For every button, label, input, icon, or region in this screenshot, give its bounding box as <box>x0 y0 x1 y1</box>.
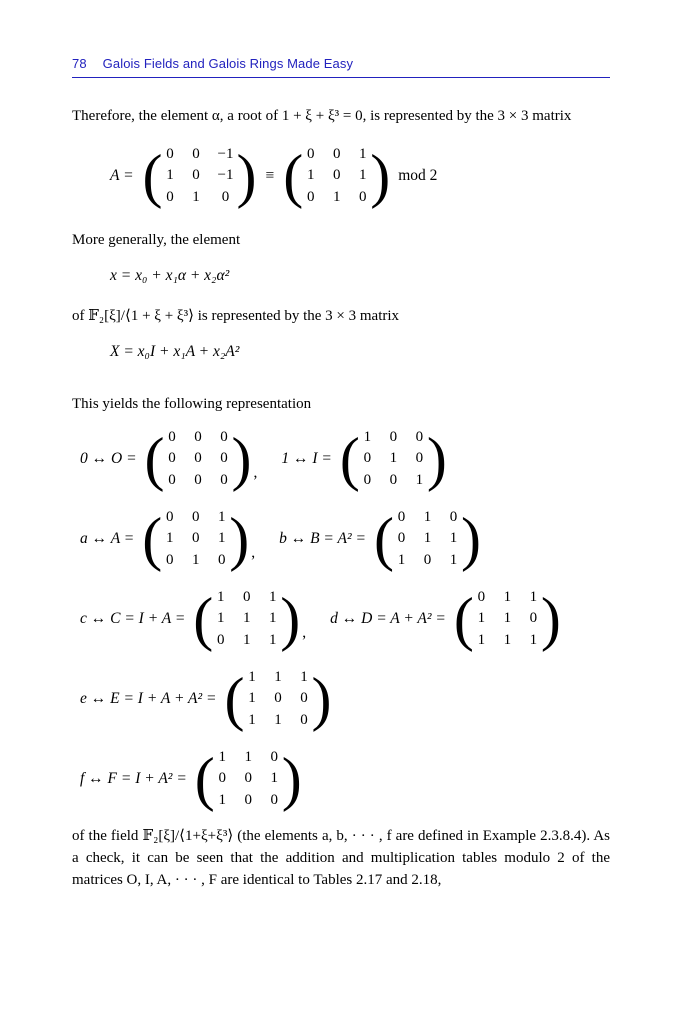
matrix-cell: 1 <box>423 530 432 547</box>
matrix-cell: 0 <box>449 508 458 525</box>
more-generally-text: More generally, the element <box>72 232 241 248</box>
right-parenthesis: ) <box>231 426 252 492</box>
matrix-cell: 0 <box>389 471 398 488</box>
header-rule <box>72 77 610 78</box>
matrix-grid <box>303 144 370 209</box>
matrix-cell: 1 <box>332 188 341 205</box>
equation-A-lhs: A = <box>110 167 134 184</box>
equation-X-matrix: X = x₀I + x₁A + x₂A² <box>110 343 240 360</box>
congruence-symbol: ≡ <box>265 167 275 184</box>
matrix-cell: 1 <box>217 610 225 627</box>
mod-2-label: mod 2 <box>398 167 438 184</box>
matrix-cell: 0 <box>397 530 406 547</box>
matrix-cell: 0 <box>358 188 367 205</box>
right-parenthesis: ) <box>281 746 302 812</box>
left-parenthesis: ( <box>193 586 214 652</box>
page-number: 78 <box>72 56 87 71</box>
matrix-cell: −1 <box>217 167 234 184</box>
matrix-cell: 0 <box>166 145 174 162</box>
matrix-cell: 0 <box>389 428 398 445</box>
comma-separator: , <box>302 624 307 641</box>
matrix-cell: 0 <box>300 711 308 728</box>
left-parenthesis: ( <box>224 666 245 732</box>
matrix-cell: 0 <box>218 770 227 787</box>
matrix-grid <box>360 427 427 492</box>
matrix-cell: 1 <box>218 748 227 765</box>
matrix-e <box>224 667 331 732</box>
matrix-cell: 1 <box>449 551 458 568</box>
left-parenthesis: ( <box>142 143 163 209</box>
matrix-cell: 0 <box>243 588 251 605</box>
left-parenthesis: ( <box>339 426 360 492</box>
matrix-cell: 0 <box>306 188 315 205</box>
matrix-cell: 1 <box>192 188 200 205</box>
closing-paragraph: of the field 𝔽₂[ξ]/⟨1+ξ+ξ³⟩ (the elements a, b, · · · , f are defined in Example 2.3.8.4). As a check, it can be seen that the addition and multiplication tables modulo 2 of the matrices O, I, A, · · · , F are identical to Tables 2.17 and 2.18, <box>72 828 610 888</box>
matrix-cell: 0 <box>300 690 308 707</box>
matrix-grid <box>162 507 229 572</box>
equation-x-expansion: x = x₀ + x₁α + x₂α² <box>110 267 230 284</box>
matrix-cell: 0 <box>192 145 200 162</box>
matrix-cell: 0 <box>363 450 372 467</box>
matrix-a <box>142 507 249 572</box>
matrix-cell: 1 <box>358 167 367 184</box>
matrix-cell: 1 <box>529 588 538 605</box>
right-parenthesis: ) <box>236 143 257 209</box>
matrix-cell: 1 <box>503 588 512 605</box>
field-representation-text: of 𝔽₂[ξ]/⟨1 + ξ + ξ³⟩ is represented by the 3 × 3 matrix <box>72 308 400 324</box>
matrix-cell: 0 <box>415 450 424 467</box>
map-label-O: 0 ↔ O = <box>80 450 137 467</box>
matrix-cell: 0 <box>191 530 200 547</box>
matrix-cell: 1 <box>165 530 174 547</box>
matrix-cell: 1 <box>423 508 432 525</box>
matrix-cell: 1 <box>477 610 486 627</box>
matrix-cell: 1 <box>166 167 174 184</box>
yields-text: This yields the following representation <box>72 396 312 412</box>
matrix-cell: 0 <box>168 471 176 488</box>
matrix-A-integer <box>143 144 257 209</box>
matrix-cell: 0 <box>477 588 486 605</box>
matrix-cell: 0 <box>270 791 279 808</box>
matrix-cell: 0 <box>529 610 538 627</box>
matrix-cell: 0 <box>194 471 202 488</box>
left-parenthesis: ( <box>283 143 304 209</box>
representation-row-e <box>80 663 610 735</box>
matrix-grid <box>215 747 282 812</box>
matrix-cell: 0 <box>221 188 230 205</box>
matrix-cell: 1 <box>217 530 226 547</box>
matrix-cell: 0 <box>423 551 432 568</box>
matrix-grid <box>213 587 280 652</box>
matrix-cell: 0 <box>192 167 200 184</box>
equation-A-definition <box>110 139 610 213</box>
matrix-cell: 1 <box>243 610 251 627</box>
matrix-cell: 1 <box>274 711 282 728</box>
map-label-I: 1 ↔ I = <box>281 450 332 467</box>
right-parenthesis: ) <box>540 586 561 652</box>
left-parenthesis: ( <box>194 746 215 812</box>
matrix-grid <box>165 427 232 492</box>
matrix-cell: 1 <box>306 167 315 184</box>
matrix-cell: 0 <box>220 450 228 467</box>
map-label-e: e ↔ E = I + A + A² = <box>80 690 217 707</box>
matrix-cell: 0 <box>306 145 315 162</box>
matrix-cell: 1 <box>363 428 372 445</box>
map-label-b: b ↔ B = A² = <box>279 530 366 547</box>
matrix-grid <box>474 587 541 652</box>
map-label-d: d ↔ D = A + A² = <box>330 610 446 627</box>
matrix-cell: 0 <box>220 428 228 445</box>
matrix-cell: 1 <box>269 610 277 627</box>
matrix-cell: 1 <box>269 588 277 605</box>
matrix-cell: 0 <box>270 748 279 765</box>
matrix-cell: 0 <box>168 450 176 467</box>
matrix-cell: 0 <box>415 428 424 445</box>
matrix-A-mod2 <box>283 144 390 209</box>
left-parenthesis: ( <box>142 506 163 572</box>
matrix-cell: 1 <box>217 508 226 525</box>
comma-separator: , <box>251 544 256 561</box>
matrix-cell: 0 <box>244 791 253 808</box>
matrix-cell: 0 <box>165 551 174 568</box>
matrix-cell: 0 <box>194 450 202 467</box>
matrix-cell: −1 <box>217 145 234 162</box>
matrix-cell: 1 <box>477 631 486 648</box>
matrix-cell: 0 <box>220 471 228 488</box>
left-parenthesis: ( <box>144 426 165 492</box>
matrix-grid <box>163 144 237 209</box>
left-parenthesis: ( <box>453 586 474 652</box>
matrix-I <box>340 427 447 492</box>
matrix-cell: 1 <box>503 631 512 648</box>
matrix-d <box>454 587 561 652</box>
matrix-grid <box>244 667 311 732</box>
representation-row-f <box>80 743 610 815</box>
matrix-cell: 0 <box>397 508 406 525</box>
comma-separator: , <box>253 464 258 481</box>
running-title: Galois Fields and Galois Rings Made Easy <box>102 56 354 71</box>
matrix-cell: 1 <box>449 530 458 547</box>
matrix-cell: 0 <box>166 188 174 205</box>
representation-row-c-d <box>80 583 610 655</box>
matrix-cell: 1 <box>529 631 538 648</box>
matrix-cell: 1 <box>415 471 424 488</box>
matrix-cell: 0 <box>165 508 174 525</box>
map-label-c: c ↔ C = I + A = <box>80 610 186 627</box>
matrix-cell: 1 <box>503 610 512 627</box>
left-parenthesis: ( <box>373 506 394 572</box>
matrix-cell: 0 <box>194 428 202 445</box>
right-parenthesis: ) <box>460 506 481 572</box>
right-parenthesis: ) <box>280 586 301 652</box>
matrix-cell: 1 <box>191 551 200 568</box>
right-parenthesis: ) <box>370 143 391 209</box>
matrix-O <box>145 427 252 492</box>
matrix-cell: 1 <box>244 748 253 765</box>
matrix-cell: 1 <box>389 450 398 467</box>
matrix-cell: 0 <box>217 551 226 568</box>
map-label-f: f ↔ F = I + A² = <box>80 770 187 787</box>
matrix-cell: 1 <box>269 631 277 648</box>
matrix-cell: 0 <box>191 508 200 525</box>
matrix-cell: 1 <box>217 588 225 605</box>
right-parenthesis: ) <box>311 666 332 732</box>
running-header <box>72 0 610 71</box>
representation-row-a-b <box>80 503 610 575</box>
matrix-grid <box>394 507 461 572</box>
matrix-cell: 0 <box>217 631 225 648</box>
matrix-cell: 1 <box>248 690 256 707</box>
matrix-cell: 0 <box>274 690 282 707</box>
matrix-cell: 1 <box>218 791 227 808</box>
matrix-f <box>195 747 302 812</box>
matrix-c <box>193 587 300 652</box>
representation-row-O-I <box>80 423 610 495</box>
matrix-cell: 1 <box>274 668 282 685</box>
matrix-cell: 1 <box>248 711 256 728</box>
right-parenthesis: ) <box>229 506 250 572</box>
intro-paragraph: Therefore, the element α, a root of 1 + ξ + ξ³ = 0, is represented by the 3 × 3 matrix <box>72 108 572 124</box>
matrix-cell: 1 <box>397 551 406 568</box>
matrix-cell: 1 <box>300 668 308 685</box>
right-parenthesis: ) <box>426 426 447 492</box>
matrix-cell: 1 <box>358 145 367 162</box>
matrix-cell: 0 <box>332 167 341 184</box>
matrix-cell: 1 <box>270 770 279 787</box>
matrix-cell: 0 <box>332 145 341 162</box>
map-label-a: a ↔ A = <box>80 530 135 547</box>
matrix-cell: 1 <box>243 631 251 648</box>
matrix-b <box>374 507 481 572</box>
matrix-cell: 0 <box>168 428 176 445</box>
matrix-cell: 0 <box>244 770 253 787</box>
matrix-cell: 1 <box>248 668 256 685</box>
matrix-cell: 0 <box>363 471 372 488</box>
